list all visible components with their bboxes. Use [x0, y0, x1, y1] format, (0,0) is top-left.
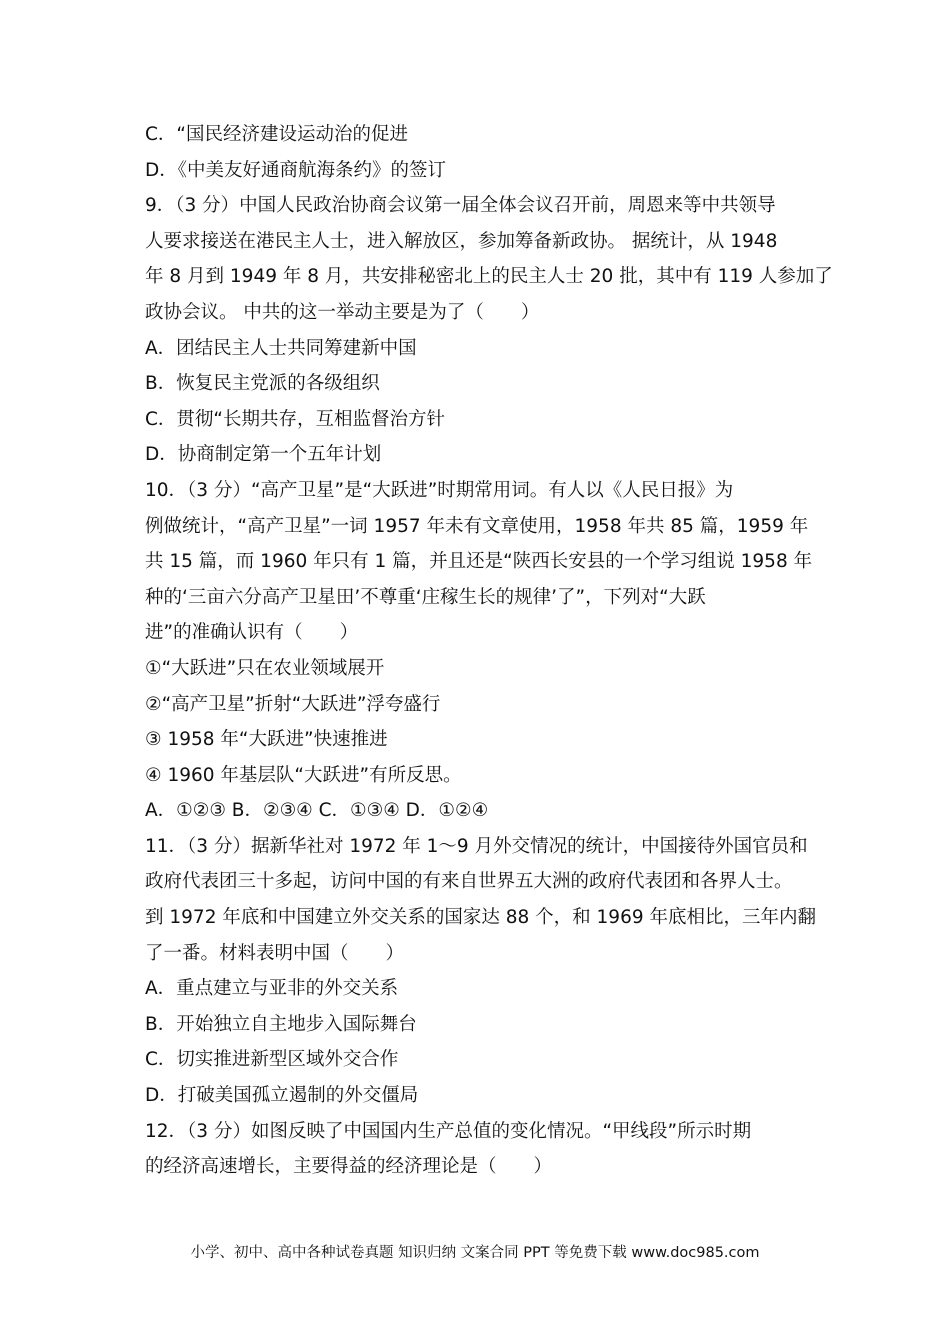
q11-option-c: C．切实推进新型区域外交合作 [145, 1049, 399, 1071]
q10-statement-1: ①“大跃进”只在农业领域展开 [145, 657, 385, 679]
question-9 [145, 188, 833, 473]
q9-option-b: B．恢复民主党派的各级组织 [145, 373, 380, 395]
q10-stem-line: 进”的准确认识有（ ） [145, 622, 359, 644]
q9-option-a: A．团结民主人士共同筹建新中国 [145, 337, 417, 359]
q10-statement-2: ②“高产卫星”折射“大跃进”浮夸盛行 [145, 693, 441, 715]
q9-stem-line: 年 8 月到 1949 年 8 月，共安排秘密北上的民主人士 20 批，其中有 119 人参加了 [145, 266, 833, 288]
q10-statement-4: ④ 1960 年基层队“大跃进”有所反思。 [145, 764, 462, 786]
q11-option-d: D．打破美国孤立遏制的外交僵局 [145, 1085, 419, 1107]
q8-option-c: C．“国民经济建设运动治的促进 [145, 124, 409, 145]
question-11 [145, 829, 825, 1114]
q10-stem-line: 共 15 篇，而 1960 年只有 1 篇，并且还是“陕西长安县的一个学习组说 1958 年 [145, 551, 813, 573]
q11-option-b: B．开始独立自主地步入国际舞台 [145, 1013, 417, 1035]
q9-stem-line: 9．（3 分）中国人民政治协商会议第一届全体会议召开前，周恩来等中共领导 [145, 195, 776, 217]
q11-option-a: A．重点建立与亚非的外交关系 [145, 978, 399, 1000]
q9-stem-line: 政协会议。 中共的这一举动主要是为了（ ） [145, 301, 540, 323]
q9-stem-line: 人要求接送在港民主人士，进入解放区，参加筹备新政协。 据统计，从 1948 [145, 230, 778, 252]
q10-stem-line: 10．（3 分）“高产卫星”是“大跃进”时期常用词。有人以《人民日报》为 [145, 479, 734, 501]
q10-options: A．①②③ B．②③④ C．①③④ D．①②④ [145, 800, 489, 822]
q11-stem-line: 政府代表团三十多起，访问中国的有来自世界五大洲的政府代表团和各界人士。 [145, 871, 793, 893]
q11-stem-line: 了一番。材料表明中国（ ） [145, 942, 405, 964]
question-12 [145, 1114, 825, 1185]
q10-stem-line: 种的‘三亩六分高产卫星田’不尊重‘庄稼生长的规律’了”，下列对“大跃 [145, 586, 706, 608]
q8-option-d: D．《中美友好通商航海条约》的签订 [145, 159, 446, 181]
q10-statement-3: ③ 1958 年“大跃进”快速推进 [145, 729, 388, 751]
question-10 [145, 473, 825, 829]
exam-page-content [145, 117, 833, 1185]
q12-stem-line: 的经济高速增长，主要得益的经济理论是（ ） [145, 1156, 553, 1178]
q11-stem-line: 到 1972 年底和中国建立外交关系的国家达 88 个，和 1969 年底相比，三年内翻 [145, 907, 816, 929]
q10-stem-line: 例做统计，“高产卫星”一词 1957 年未有文章使用，1958 年共 85 篇，1959 年 [145, 515, 809, 537]
q9-option-d: D．协商制定第一个五年计划 [145, 444, 382, 466]
q11-stem-line: 11．（3 分）据新华社对 1972 年 1～9 月外交情况的统计，中国接待外国官员和 [145, 835, 808, 857]
page-footer: 小学、初中、高中各种试卷真题 知识归纳 文案合同 PPT 等免费下载 www.doc985.com [190, 1245, 760, 1261]
q12-stem-line: 12．（3 分）如图反映了中国国内生产总值的变化情况。“甲线段”所示时期 [145, 1120, 752, 1142]
q9-option-c: C．贯彻“长期共存，互相监督治方针 [145, 408, 446, 430]
